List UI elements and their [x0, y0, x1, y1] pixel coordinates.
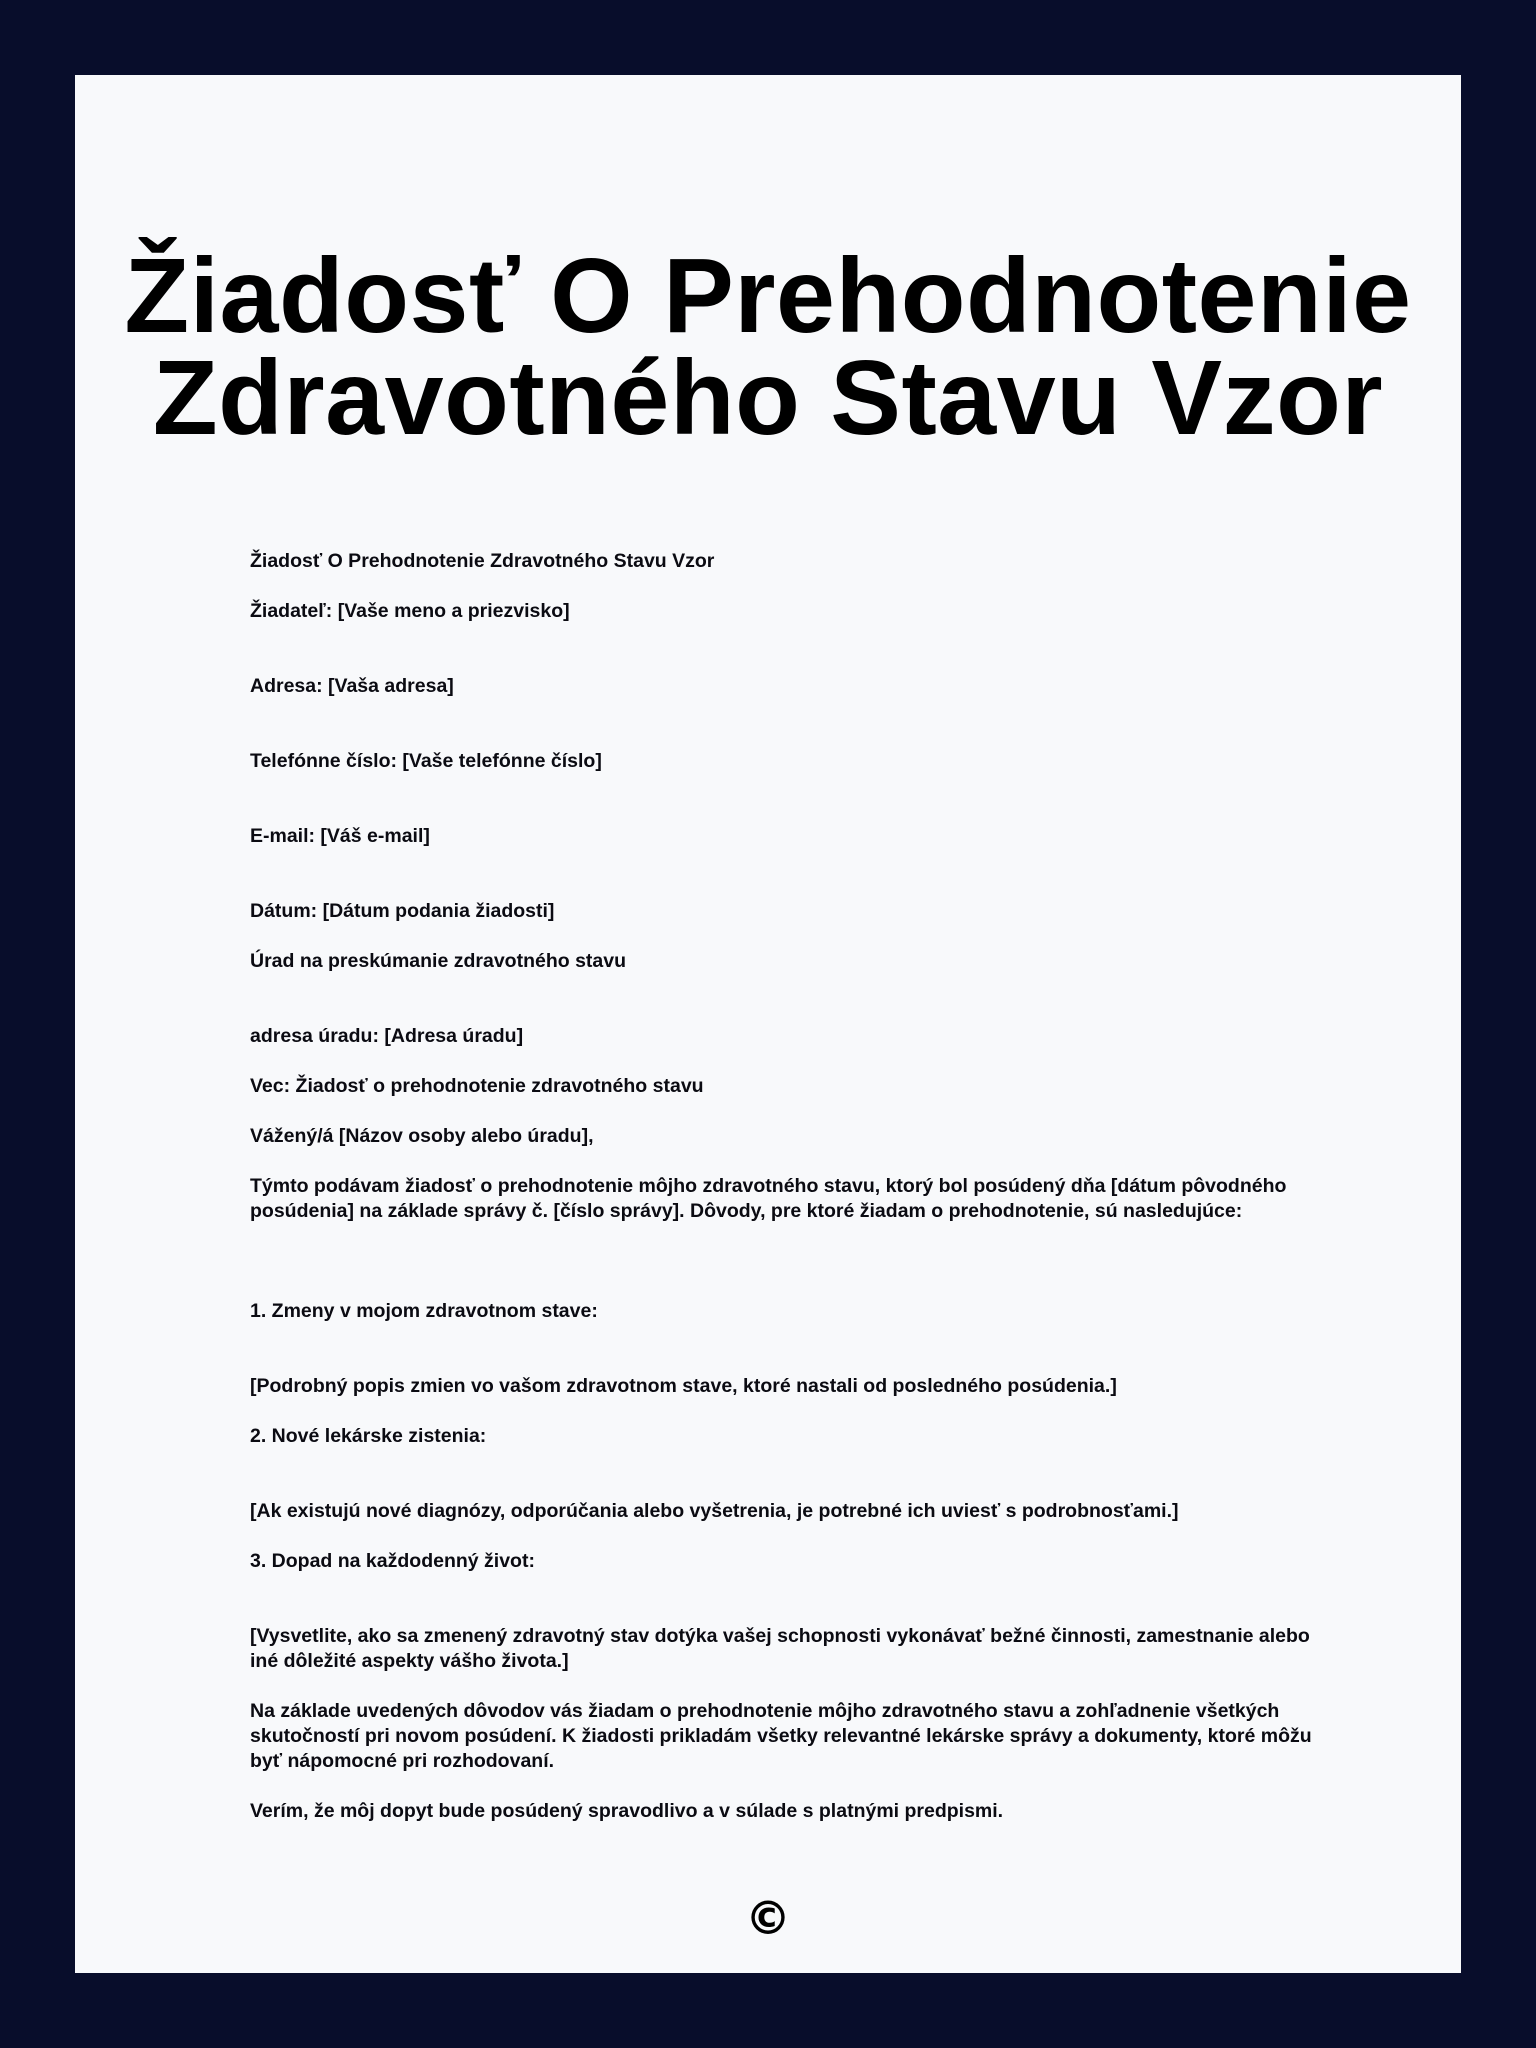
reason-3-heading: 3. Dopad na každodenný život: — [250, 1550, 535, 1572]
body-heading: Žiadosť O Prehodnotenie Zdravotného Stavu Vzor — [250, 550, 715, 572]
reason-2-detail: [Ak existujú nové diagnózy, odporúčania alebo vyšetrenia, je potrebné ich uviesť s podrobnosťami.] — [250, 1500, 1179, 1522]
intro-paragraph: Týmto podávam žiadosť o prehodnotenie môjho zdravotného stavu, ktorý bol posúdený dňa [dátum pôvodného posúdenia] na základe správy č. [číslo správy]. Dôvody, pre ktoré žiadam o prehodnotenie, sú nasledujúce: — [250, 1175, 1287, 1222]
email-line: E-mail: [Váš e-mail] — [250, 825, 430, 847]
document-page — [75, 75, 1461, 1973]
reason-1-detail: [Podrobný popis zmien vo vašom zdravotnom stave, ktoré nastali od posledného posúdenia.] — [250, 1375, 1117, 1397]
copyright-icon: © — [745, 1891, 791, 1945]
office-line: Úrad na preskúmanie zdravotného stavu — [250, 950, 627, 972]
salutation-line: Vážený/á [Názov osoby alebo úradu], — [250, 1125, 594, 1147]
phone-line: Telefónne číslo: [Vaše telefónne číslo] — [250, 750, 602, 772]
final-statement: Verím, že môj dopyt bude posúdený spravodlivo a v súlade s platnými predpismi. — [250, 1800, 1004, 1822]
office-address-line: adresa úradu: [Adresa úradu] — [250, 1025, 524, 1047]
reason-3-detail: [Vysvetlite, ako sa zmenený zdravotný stav dotýka vašej schopnosti vykonávať bežné činnosti, zamestnanie alebo iné dôležité aspekty vášho života.] — [250, 1625, 1310, 1672]
subject-line: Vec: Žiadosť o prehodnotenie zdravotného stavu — [250, 1075, 704, 1097]
document-title-line-1: Žiadosť O Prehodnotenie — [124, 237, 1412, 355]
document-title-line-2: Zdravotného Stavu Vzor — [152, 339, 1384, 457]
address-line: Adresa: [Vaša adresa] — [250, 675, 454, 697]
applicant-line: Žiadateľ: [Vaše meno a priezvisko] — [250, 600, 570, 622]
document-title — [75, 237, 1461, 457]
reason-2-heading: 2. Nové lekárske zistenia: — [250, 1425, 487, 1447]
closing-paragraph: Na základe uvedených dôvodov vás žiadam o prehodnotenie môjho zdravotného stavu a zohľadnenie všetkých skutočností pri novom posúdení. K žiadosti prikladám všetky relevantné lekárske správy a dokumenty, ktoré môžu byť nápomocné pri rozhodovaní. — [250, 1700, 1312, 1772]
reason-1-heading: 1. Zmeny v mojom zdravotnom stave: — [250, 1300, 598, 1322]
date-line: Dátum: [Dátum podania žiadosti] — [250, 900, 555, 922]
